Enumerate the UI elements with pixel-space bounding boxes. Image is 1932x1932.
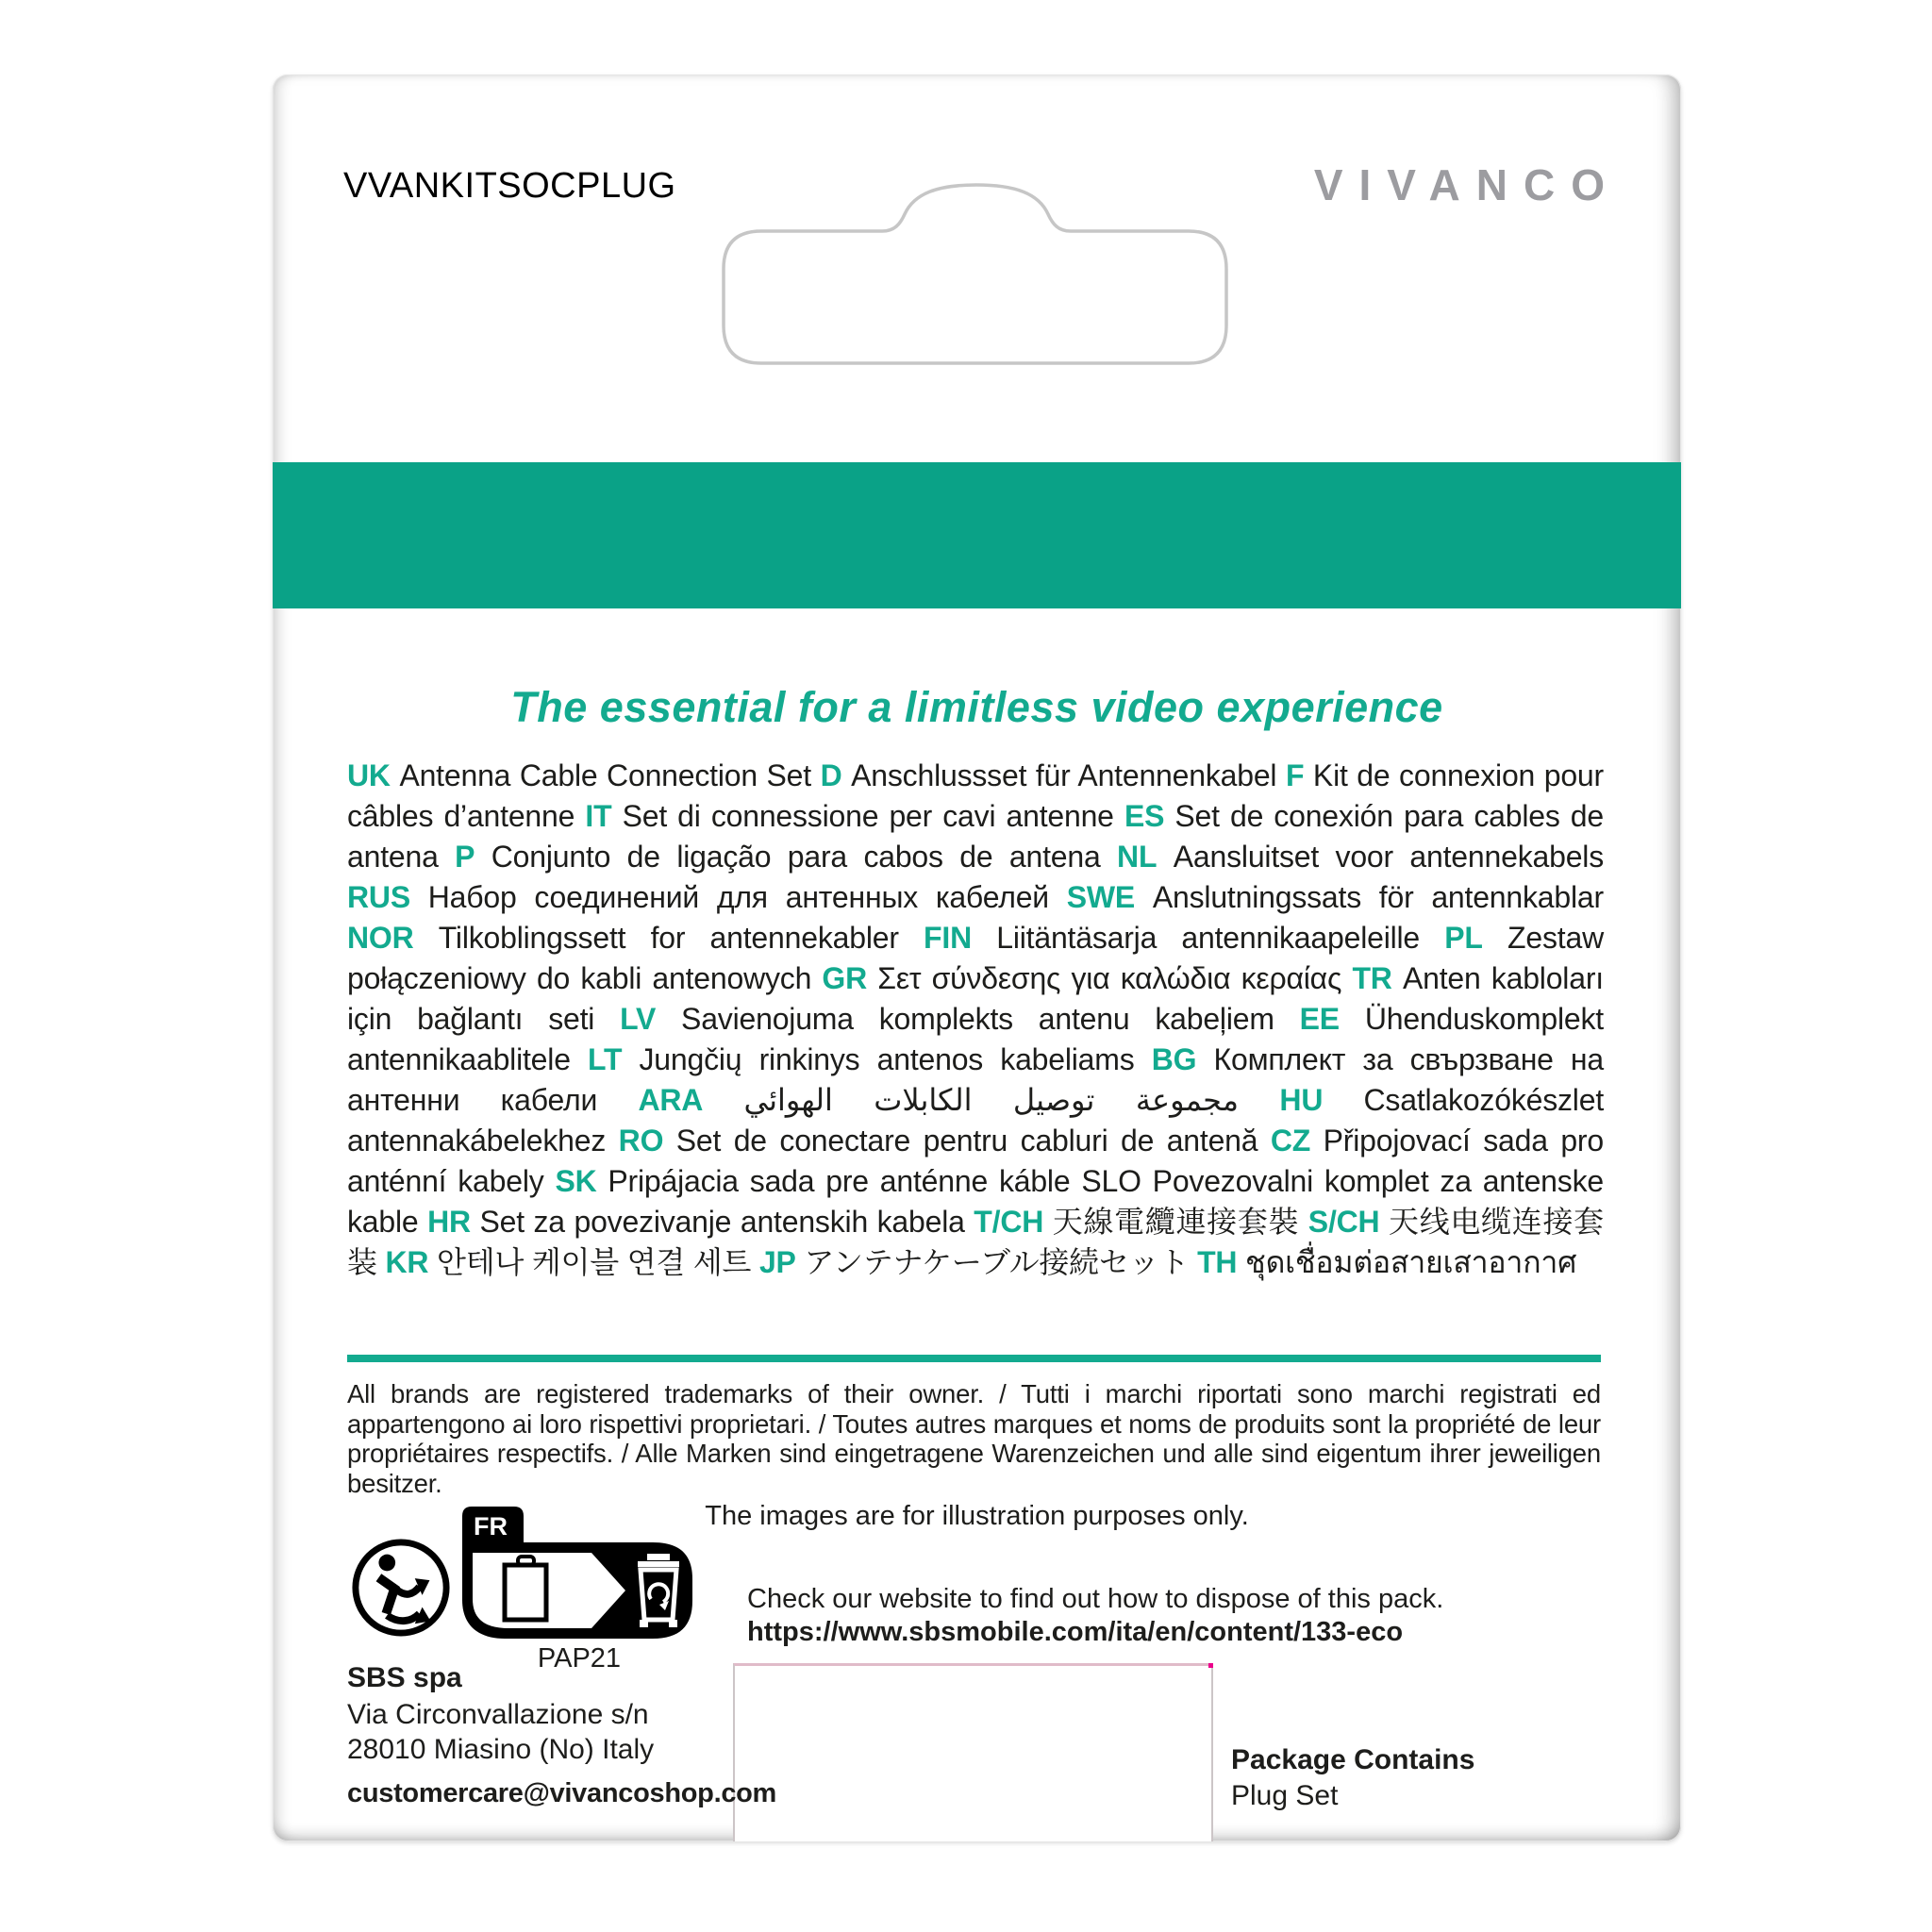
package-back-card	[273, 75, 1681, 1841]
language-text-swe: Anslutningssats för antennkablar	[1152, 880, 1604, 914]
language-code-sk: SK	[555, 1164, 597, 1198]
euro-hang-slot	[719, 180, 1231, 369]
language-text-gr: Σετ σύνδεσης για καλώδια κεραίας	[877, 961, 1342, 995]
language-text-lt: Jungčių rinkinys antenos kabeliams	[639, 1042, 1135, 1076]
language-code-es: ES	[1124, 799, 1165, 833]
language-code-hu: HU	[1279, 1083, 1324, 1117]
language-text-ro: Set de conectare pentru cabluri de antenă	[675, 1124, 1258, 1158]
tagline: The essential for a limitless video experience	[510, 683, 1443, 731]
language-code-tr: TR	[1352, 961, 1392, 995]
language-text-es: Set de conexión para cables de antena	[347, 799, 1604, 874]
language-text-pl: Zestaw połączeniowy do kabli antenowych	[347, 921, 1604, 995]
illustration-note: The images are for illustration purposes only.	[705, 1501, 1249, 1531]
product-sku: VVANKITSOCPLUG	[343, 166, 676, 206]
language-text-slo: Povezovalni komplet za antenske kable	[347, 1164, 1604, 1239]
language-code-kr: KR	[385, 1245, 429, 1279]
manufacturer-address1: Via Circonvallazione s/n	[347, 1699, 649, 1730]
triman-recycling-icon	[350, 1535, 452, 1641]
language-text-jp: アンテナケーブル接続セット	[804, 1245, 1190, 1279]
category-banner	[273, 462, 1681, 608]
language-text-hr: Set za povezivanje antenskih kabela	[479, 1205, 965, 1239]
language-code-bg: BG	[1151, 1042, 1197, 1076]
dispose-url: https://www.sbsmobile.com/ita/en/content/133-eco	[747, 1617, 1404, 1647]
language-code-gr: GR	[822, 961, 868, 995]
language-text-d: Anschlussset für Antennenkabel	[851, 758, 1277, 792]
print-registration-mark	[1208, 1663, 1213, 1668]
packaging-disposal-icon	[459, 1507, 695, 1639]
language-code-d: D	[820, 758, 842, 792]
vivanco-logo: VIVANCO	[1313, 160, 1621, 209]
language-text-tr: Anten kabloları için bağlantı seti	[347, 961, 1604, 1036]
manufacturer-address2: 28010 Miasino (No) Italy	[347, 1734, 655, 1765]
language-code-sch: S/CH	[1307, 1205, 1380, 1239]
euro-hang-slot-outline	[724, 185, 1226, 363]
language-code-slo: SLO	[1081, 1164, 1141, 1198]
package-sketch	[505, 1565, 546, 1620]
language-code-cz: CZ	[1270, 1124, 1311, 1158]
language-text-rus: Набор соединений для антенных кабелей	[427, 880, 1049, 914]
customer-care-email: customercare@vivancoshop.com	[347, 1778, 777, 1808]
material-code: PAP21	[537, 1643, 622, 1674]
language-code-hr: HR	[427, 1205, 471, 1239]
multilanguage-description	[347, 756, 1604, 1283]
language-code-th: TH	[1197, 1245, 1238, 1279]
language-code-rus: RUS	[347, 880, 410, 914]
language-code-p: P	[455, 840, 475, 874]
language-code-f: F	[1285, 758, 1305, 792]
language-code-pl: PL	[1444, 921, 1483, 955]
language-text-bg: Комплект за свързване на антенни кабели	[347, 1042, 1605, 1117]
language-text-f: Kit de connexion pour câbles d’antenne	[347, 758, 1604, 833]
barcode-placeholder	[733, 1663, 1213, 1841]
language-code-ee: EE	[1299, 1002, 1340, 1036]
language-code-it: IT	[585, 799, 612, 833]
language-text-it: Set di connessione per cavi antenne	[622, 799, 1114, 833]
language-code-nor: NOR	[347, 921, 414, 955]
language-text-hu: Csatlakozókészlet antennakábelekhez	[347, 1083, 1605, 1158]
language-text-kr: 안테나 케이블 연결 세트	[437, 1245, 752, 1279]
language-code-fin: FIN	[924, 921, 972, 955]
language-code-uk: UK	[347, 758, 391, 792]
language-code-swe: SWE	[1066, 880, 1136, 914]
language-code-ara: ARA	[638, 1083, 704, 1117]
manufacturer-name: SBS spa	[347, 1662, 462, 1693]
dispose-instruction: Check our website to find out how to dispose of this pack.	[747, 1584, 1444, 1614]
language-code-lt: LT	[587, 1042, 623, 1076]
teal-divider	[347, 1355, 1601, 1362]
language-text-p: Conjunto de ligação para cabos de antena	[491, 840, 1101, 874]
language-text-sch: 天线电缆连接套装	[347, 1205, 1604, 1279]
language-text-cz: Připojovací sada pro anténní kabely	[347, 1124, 1604, 1198]
language-text-fin: Liitäntäsarja antennikaapeleille	[996, 921, 1421, 955]
language-text-th: ชุดเชื่อมต่อสายเสาอากาศ	[1245, 1245, 1577, 1279]
language-text-sk: Pripájacia sada pre anténne káble	[608, 1164, 1071, 1198]
language-code-ro: RO	[618, 1124, 664, 1158]
language-text-ee: Ühenduskomplekt antennikaablitele	[347, 1002, 1604, 1076]
language-text-lv: Savienojuma komplekts antenu kabeļiem	[681, 1002, 1274, 1036]
language-code-jp: JP	[758, 1245, 796, 1279]
language-text-nl: Aansluitset voor antennekabels	[1173, 840, 1604, 874]
language-code-nl: NL	[1117, 840, 1158, 874]
language-text-uk: Antenna Cable Connection Set	[399, 758, 811, 792]
fr-label: FR	[474, 1512, 508, 1541]
language-code-tch: T/CH	[974, 1205, 1044, 1239]
package-contains-label: Package Contains	[1231, 1744, 1475, 1775]
package-contains-value: Plug Set	[1231, 1780, 1339, 1811]
language-text-tch: 天線電纜連接套裝	[1052, 1205, 1300, 1239]
language-text-nor: Tilkoblingssett for antennekabler	[438, 921, 899, 955]
trademark-disclaimer: All brands are registered trademarks of their owner. / Tutti i marchi riportati sono marchi registrati ed appartengono ai loro rispettivi proprietari. / Toutes autres marques et noms de produits sont la propriété de leur propriétaires respectifs. / Alle Marken sind eingetragene Warenzeichen und alle sind eigentum ihrer jeweiligen besitzer.	[347, 1379, 1601, 1498]
language-code-lv: LV	[620, 1002, 657, 1036]
language-text-ara: مجموعة توصيل الكابلات الهوائي	[743, 1083, 1239, 1117]
